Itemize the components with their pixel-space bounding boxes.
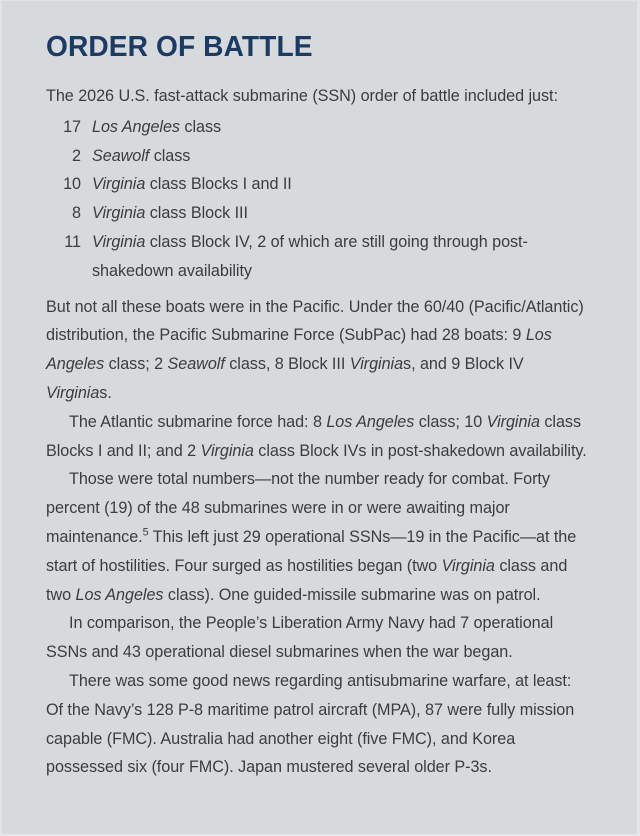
text-run: But not all these boats were in the Pacific. Under the 60/40 (Pacific/Atlantic) distribution, the Pacific Submarine Force (SubPac) had 28 boats: 9 xyxy=(46,297,584,345)
text-run: class Block IVs in post-shakedown availability. xyxy=(253,441,587,460)
text-run: This left just 29 operational SSNs—19 in the Pacific—at the start of hostilities. Four surged as hostilities began (two xyxy=(46,527,577,575)
paragraph-pacific-distribution xyxy=(46,293,592,408)
text-run: class and two xyxy=(46,556,568,604)
intro-line: The 2026 U.S. fast-attack submarine (SSN) order of battle included just: xyxy=(46,87,558,105)
ship-class-name: Virginia xyxy=(441,556,495,575)
text-run: Those were total numbers—not the number ready for combat. Forty percent (19) of the 48 submarines were in or were awaiting major maintenance. xyxy=(46,470,550,546)
list-item-count: 10 xyxy=(63,175,81,194)
ship-class-name: Virginia xyxy=(349,355,404,374)
text-run: The Atlantic submarine force had: 8 xyxy=(69,412,327,431)
ship-class-name: Virginia xyxy=(92,204,146,223)
ship-class-name: Los Angeles xyxy=(92,117,180,136)
list-item-label xyxy=(92,170,592,199)
list-item-suffix: class Block III xyxy=(145,204,248,223)
list-item-count: 2 xyxy=(72,146,81,165)
list-item xyxy=(46,170,592,199)
text-run: class; 2 xyxy=(104,355,168,374)
text-run: class Blocks I and II; and 2 xyxy=(46,412,581,460)
list-item xyxy=(46,142,592,171)
ship-class-name: Seawolf xyxy=(92,146,150,165)
text-run: s. xyxy=(99,383,112,402)
ship-class-name: Los Angeles xyxy=(46,326,552,374)
ship-class-name: Virginia xyxy=(486,412,540,431)
list-item-count: 17 xyxy=(63,117,81,136)
text-run: class). One guided-missile submarine was on patrol. xyxy=(163,585,541,604)
text-run: class; 10 xyxy=(414,412,487,431)
list-item xyxy=(46,199,592,228)
text-run: There was some good news regarding antisubmarine warfare, at least: Of the Navy’s 128 P-8 maritime patrol aircraft (MPA), 87 were fully mission capable (FMC). Australia had another eight (five FMC), and Korea possessed six (four FMC). Japan mustered several older P-3s. xyxy=(46,671,575,777)
list-item-count: 8 xyxy=(72,204,81,223)
list-item-suffix: class xyxy=(179,117,222,136)
ship-class-name: Seawolf xyxy=(167,355,225,374)
text-run: s, and 9 Block IV xyxy=(403,355,524,374)
list-item-suffix: class Block IV, 2 of which are still going through post-shakedown availability xyxy=(92,232,528,280)
list-item xyxy=(46,113,592,142)
footnote-marker: 5 xyxy=(142,526,149,539)
list-item-label xyxy=(92,199,592,228)
order-of-battle-list xyxy=(46,113,592,286)
ship-class-name: Los Angeles xyxy=(326,412,415,431)
list-item-label xyxy=(92,113,592,142)
list-item-suffix: class xyxy=(149,146,191,165)
text-run: In comparison, the People’s Liberation Army Navy had 7 operational SSNs and 43 operational diesel submarines when the war began. xyxy=(46,614,554,662)
paragraph-atlantic-force xyxy=(46,408,592,466)
ship-class-name: Virginia xyxy=(46,383,100,402)
list-item-label xyxy=(92,142,592,171)
ship-class-name: Virginia xyxy=(92,175,146,194)
paragraph-readiness xyxy=(46,465,592,609)
ship-class-name: Virginia xyxy=(200,441,254,460)
ship-class-name: Los Angeles xyxy=(75,585,164,604)
list-item xyxy=(46,228,592,286)
list-item-suffix: class Blocks I and II xyxy=(145,175,292,194)
paragraph-asw-aircraft xyxy=(46,667,592,782)
page-title: ORDER OF BATTLE xyxy=(46,31,313,63)
text-run: class, 8 Block III xyxy=(224,355,350,374)
paragraph-plan-comparison xyxy=(46,609,592,667)
list-item-label xyxy=(92,228,592,286)
ship-class-name: Virginia xyxy=(92,232,146,251)
list-item-count: 11 xyxy=(64,232,81,251)
sidebar-content xyxy=(2,1,637,834)
